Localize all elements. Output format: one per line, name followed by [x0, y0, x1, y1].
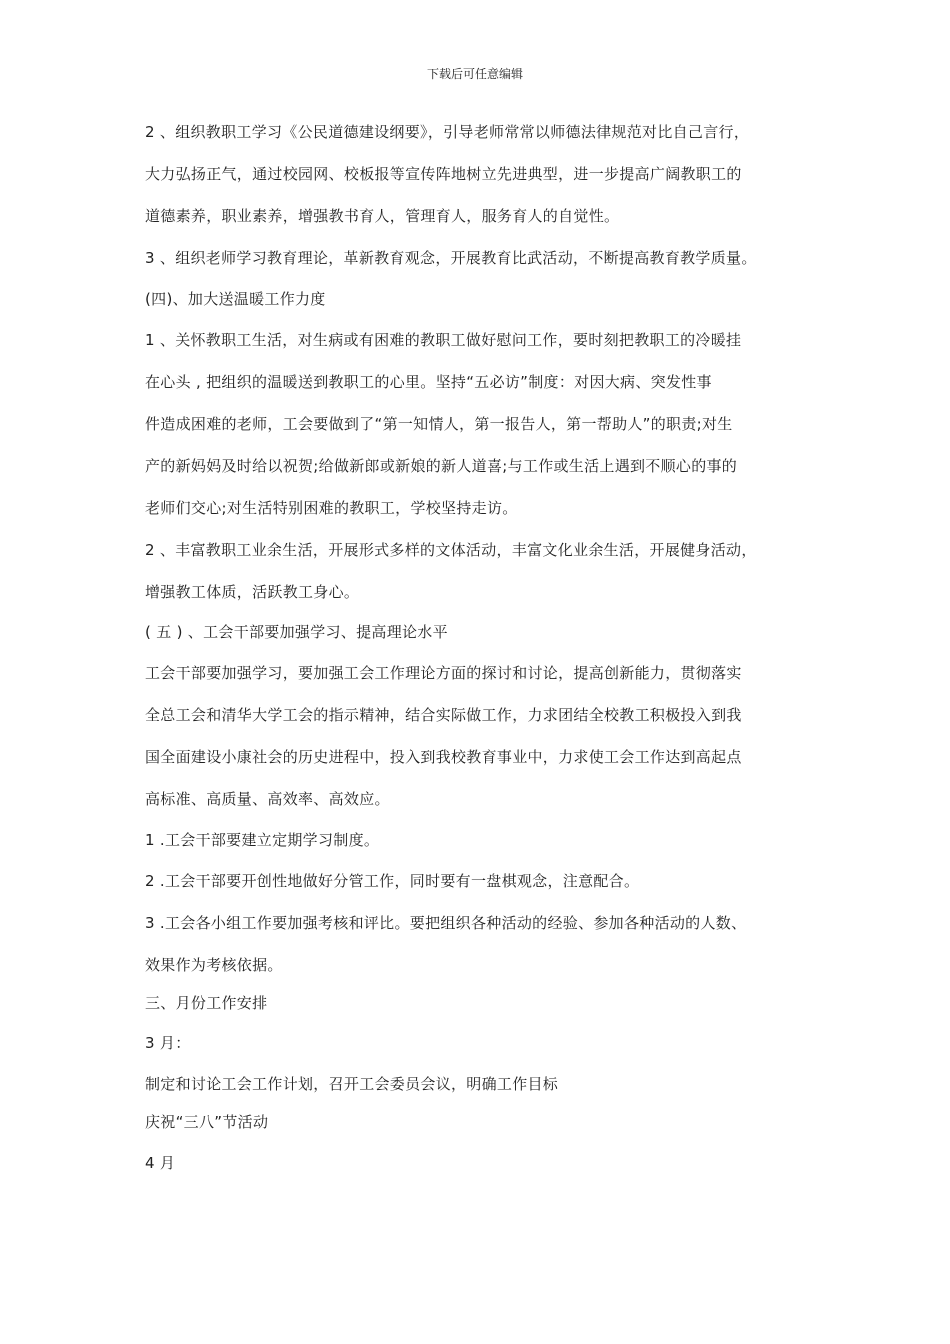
paragraph-line: 制定和讨论工会工作计划，召开工会委员会议，明确工作目标 — [145, 1075, 559, 1093]
paragraph-line: 庆祝“三八”节活动 — [145, 1113, 269, 1131]
section-heading: (四)、加大送温暖工作力度 — [145, 290, 326, 308]
paragraph-line: 效果作为考核依据。 — [145, 956, 283, 974]
document-body — [145, 122, 825, 1173]
month-heading: 3 月： — [145, 1034, 191, 1052]
paragraph-line: 全总工会和清华大学工会的指示精神，结合实际做工作，力求团结全校教工积极投入到我 — [145, 706, 742, 724]
paragraph-line: 大力弘扬正气，通过校园网、校板报等宣传阵地树立先进典型，进一步提高广阔教职工的 — [145, 165, 742, 183]
page-header: 下载后可任意编辑 — [426, 67, 523, 81]
paragraph-line: 1 .工会干部要建立定期学习制度。 — [145, 831, 380, 849]
paragraph-line: 在心头 , 把组织的温暖送到教职工的心里。坚持“五必访”制度：对因大病、突发性事 — [145, 373, 712, 391]
paragraph-line: 2 .工会干部要开创性地做好分管工作，同时要有一盘棋观念，注意配合。 — [145, 872, 640, 890]
section-heading: ( 五 ) 、工会干部要加强学习、提高理论水平 — [145, 623, 448, 641]
paragraph-line: 件造成困难的老师，工会要做到了“第一知情人，第一报告人，第一帮助人”的职责;对生 — [145, 415, 733, 433]
paragraph-line: 1 、关怀教职工生活，对生病或有困难的教职工做好慰问工作，要时刻把教职工的冷暖挂 — [145, 331, 742, 349]
paragraph-line: 2 、丰富教职工业余生活，开展形式多样的文体活动，丰富文化业余生活，开展健身活动， — [145, 541, 757, 559]
paragraph-line: 产的新妈妈及时给以祝贺;给做新郎或新娘的新人道喜;与工作或生活上遇到不顺心的事的 — [145, 457, 738, 475]
paragraph-line: 老师们交心;对生活特别困难的教职工，学校坚持走访。 — [145, 499, 518, 517]
paragraph-line: 3 、组织老师学习教育理论，革新教育观念，开展教育比武活动，不断提高教育教学质量。 — [145, 249, 757, 267]
paragraph-line: 工会干部要加强学习，要加强工会工作理论方面的探讨和讨论，提高创新能力，贯彻落实 — [145, 664, 742, 682]
paragraph-line: 道德素养，职业素养，增强教书育人，管理育人，服务育人的自觉性。 — [145, 207, 620, 225]
section-heading: 三、月份工作安排 — [145, 994, 268, 1012]
paragraph-line: 增强教工体质，活跃教工身心。 — [145, 583, 360, 601]
paragraph-line: 2 、组织教职工学习《公民道德建设纲要》，引导老师常常以师德法律规范对比自己言行， — [145, 123, 750, 141]
paragraph-line: 国全面建设小康社会的历史进程中，投入到我校教育事业中，力求使工会工作达到高起点 — [145, 748, 742, 766]
month-heading: 4 月 — [145, 1154, 176, 1172]
paragraph-line: 高标准、高质量、高效率、高效应。 — [145, 790, 390, 808]
paragraph-line: 3 .工会各小组工作要加强考核和评比。要把组织各种活动的经验、参加各种活动的人数、 — [145, 914, 747, 932]
